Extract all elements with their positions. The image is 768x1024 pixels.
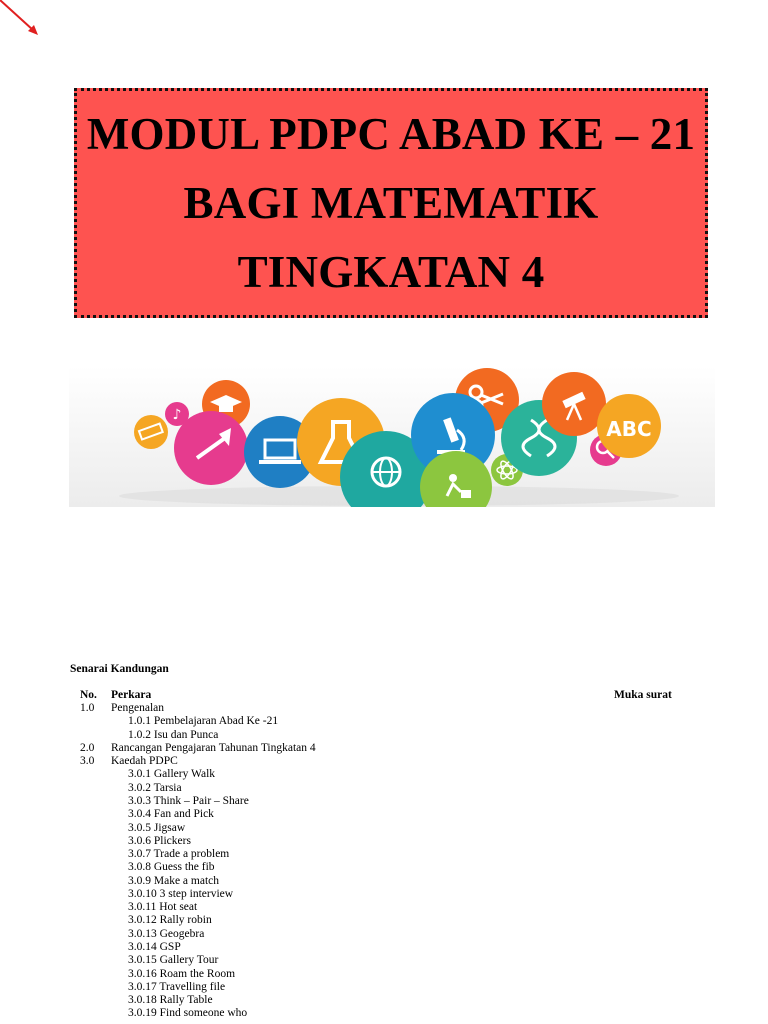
toc-row-label: 3.0.14 GSP [128, 941, 181, 954]
toc-row-label: 3.0.13 Geogebra [128, 927, 205, 940]
toc-row [0, 981, 768, 994]
toc-row-number: 2.0 [80, 741, 95, 754]
toc-row [0, 768, 768, 781]
toc-row [0, 928, 768, 941]
toc-row [0, 875, 768, 888]
toc-row [0, 729, 768, 742]
toc-row [0, 994, 768, 1007]
toc-row [0, 822, 768, 835]
toc-row [0, 914, 768, 927]
toc-row-label: 3.0.17 Travelling file [128, 980, 226, 993]
toc-heading: Senarai Kandungan [70, 663, 169, 675]
trumpet-icon [174, 411, 248, 485]
toc-row-label: 1.0.1 Pembelajaran Abad Ke -21 [128, 715, 279, 728]
title-box [74, 88, 708, 318]
toc-row-label: 3.0.2 Tarsia [128, 781, 182, 794]
toc-row-number: 3.0 [80, 755, 95, 768]
toc-col-no: No. [80, 689, 97, 701]
toc-col-item: Perkara [111, 689, 152, 701]
toc-row [0, 835, 768, 848]
toc-row [0, 742, 768, 755]
toc-row [0, 795, 768, 808]
toc-row-label: 3.0.15 Gallery Tour [128, 954, 219, 967]
title-line-2: BAGI MATEMATIK [183, 177, 599, 228]
telescope-icon [542, 372, 606, 436]
toc-row-number: 1.0 [80, 702, 95, 714]
toc-row [0, 861, 768, 874]
toc-row-label: Pengenalan [111, 702, 165, 714]
toc-row [0, 941, 768, 954]
svg-text:ABC: ABC [606, 417, 652, 441]
title-line-1: MODUL PDPC ABAD KE – 21 [86, 108, 696, 159]
toc-row-label: 3.0.12 Rally robin [128, 914, 212, 927]
toc-row-label: 3.0.8 Guess the fib [128, 861, 215, 874]
toc-row-label: 3.0.6 Plickers [128, 834, 191, 847]
toc-row-label: 3.0.18 Rally Table [128, 994, 213, 1007]
toc-row-label: 1.0.2 Isu dan Punca [128, 728, 219, 741]
toc-row-label: 3.0.1 Gallery Walk [128, 768, 216, 781]
toc-row [0, 702, 768, 715]
toc-row [0, 888, 768, 901]
toc-row-label: Rancangan Pengajaran Tahunan Tingkatan 4 [111, 741, 316, 754]
toc-row-label: 3.0.16 Roam the Room [128, 967, 236, 980]
abc-icon [597, 394, 661, 458]
toc-row-label: 3.0.19 Find someone who [128, 1007, 248, 1020]
toc-row [0, 901, 768, 914]
toc-row-label: Kaedah PDPC [111, 755, 178, 768]
toc-row [0, 782, 768, 795]
toc-row-label: 3.0.9 Make a match [128, 874, 220, 887]
toc-row-label: 3.0.5 Jigsaw [128, 821, 186, 834]
toc-row [0, 954, 768, 967]
title-line-3: TINGKATAN 4 [237, 246, 545, 297]
toc-row [0, 848, 768, 861]
toc-row-label: 3.0.4 Fan and Pick [128, 808, 214, 821]
toc-row [0, 808, 768, 821]
toc-row-label: 3.0.10 3 step interview [128, 887, 234, 900]
toc-row [0, 715, 768, 728]
toc-row-label: 3.0.11 Hot seat [128, 901, 198, 914]
ruler-icon [134, 415, 168, 449]
education-icons-banner [69, 366, 715, 507]
toc-row [0, 968, 768, 981]
toc-row-label: 3.0.7 Trade a problem [128, 848, 230, 861]
svg-text:♪: ♪ [172, 407, 182, 423]
toc-col-page: Muka surat [614, 689, 672, 701]
red-arrow-icon [0, 0, 44, 44]
toc-row [0, 755, 768, 768]
toc-row-label: 3.0.3 Think – Pair – Share [128, 794, 249, 807]
toc-row [0, 1007, 768, 1020]
